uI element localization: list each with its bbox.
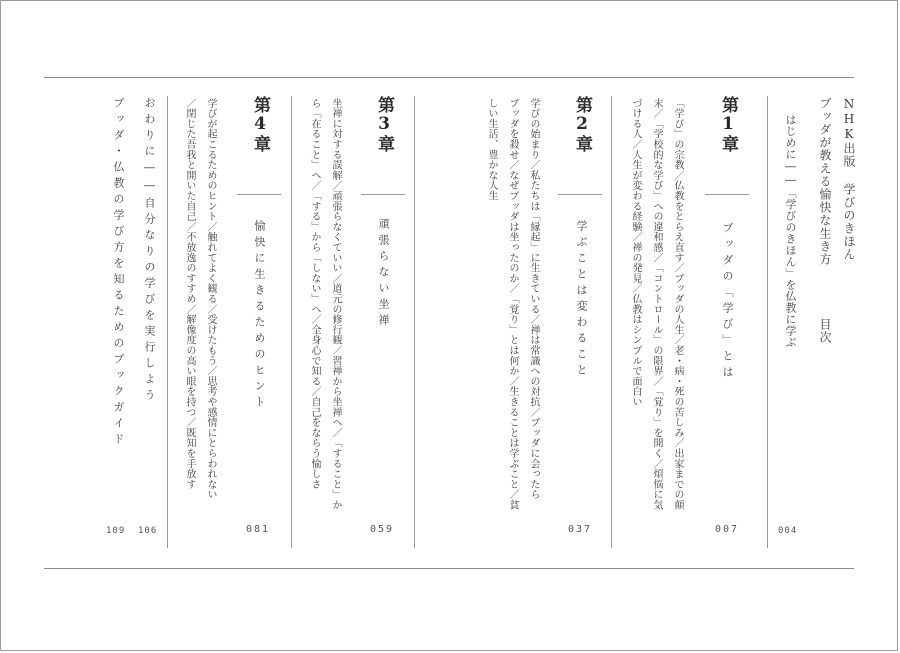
chapter4-title[interactable]: 愉快に生きるためのヒント: [253, 220, 266, 412]
guide-page: 109: [106, 526, 126, 536]
guide-entry[interactable]: ブッダ・仏教の学び方を知るためのブックガイド: [112, 97, 125, 449]
divider: [414, 96, 415, 548]
chapter1-rule: [705, 194, 749, 195]
book-title: ブッダが教える愉快な生き方: [818, 97, 832, 266]
chapter1-topics-line1: 「学び」の宗教／仏教をとらえ直す／ブッダの人生／老・病・死の苦しみ／出家までの顛: [672, 98, 683, 510]
chapter1-label: 第1章: [718, 96, 738, 153]
chapter4-page: 081: [246, 524, 271, 535]
divider: [767, 96, 768, 548]
divider: [291, 96, 292, 548]
series-title: NHK出版 学びのきほん: [842, 97, 856, 261]
chapter4-rule: [237, 194, 281, 195]
chapter4-topics-line1: 学びが起こるためのヒント／触れてよく観る／受けたもう／思考や感情にとらわれない: [205, 98, 216, 500]
divider: [167, 96, 168, 548]
chapter1-title[interactable]: ブッダの「学び」とは: [721, 222, 734, 382]
intro-entry[interactable]: はじめに――「学びのきほん」を仏教に学ぶ: [784, 114, 797, 348]
chapter2-label: 第2章: [572, 96, 592, 153]
chapter3-rule: [361, 194, 405, 195]
chapter2-page: 037: [568, 524, 593, 535]
chapter3-label: 第3章: [374, 96, 394, 153]
chapter3-topics-line1: 坐禅に対する誤解／頑張らなくていい／道元の修行観／習禅から坐禅へ／「すること」か: [330, 98, 341, 510]
top-rule: [44, 77, 854, 78]
chapter3-title[interactable]: 頑張らない坐禅: [377, 218, 390, 330]
chapter4-label: 第4章: [250, 96, 270, 153]
chapter1-page: 007: [715, 524, 740, 535]
outro-page: 106: [138, 526, 158, 536]
chapter2-rule: [558, 194, 602, 195]
chapter2-topics-line2: ブッダを殺せ／なぜブッダは坐ったのか／「覚り」とは何か／生きることは学ぶこと／貧: [507, 98, 518, 510]
chapter1-topics-line3: づける人／人生が変わる経験／禅の発見／仏教はシンプルで面白い: [630, 98, 641, 407]
toc-label: 目次: [818, 318, 832, 344]
chapter1-topics-line2: 末／「学校的な学び」への違和感／「コントロール」の限界／「覚り」を開く／煩悩に気: [651, 98, 662, 510]
chapter2-topics-line3: しい生活、豊かな人生: [486, 98, 497, 201]
chapter3-page: 059: [370, 524, 395, 535]
intro-page: 004: [778, 526, 798, 536]
chapter3-topics-line2: ら「在ること」へ／「する」から「しない」へ／全身心で知る／自己をならう愉しさ: [309, 98, 320, 490]
chapter2-title[interactable]: 学ぶことは変わること: [575, 220, 588, 380]
divider: [611, 96, 612, 548]
bottom-rule: [44, 568, 854, 569]
chapter4-topics-line2: ／閉じた吾我と開いた自己／不放逸のすすめ／解像度の高い眼を持つ／既知を手放す: [184, 98, 195, 490]
outro-entry[interactable]: おわりに――自分なりの学びを実行しよう: [143, 97, 156, 405]
chapter2-topics-line1: 学びの始まり／私たちは「縁起」に生きている／禅は常識への対抗／ブッダに会ったら: [528, 98, 539, 500]
